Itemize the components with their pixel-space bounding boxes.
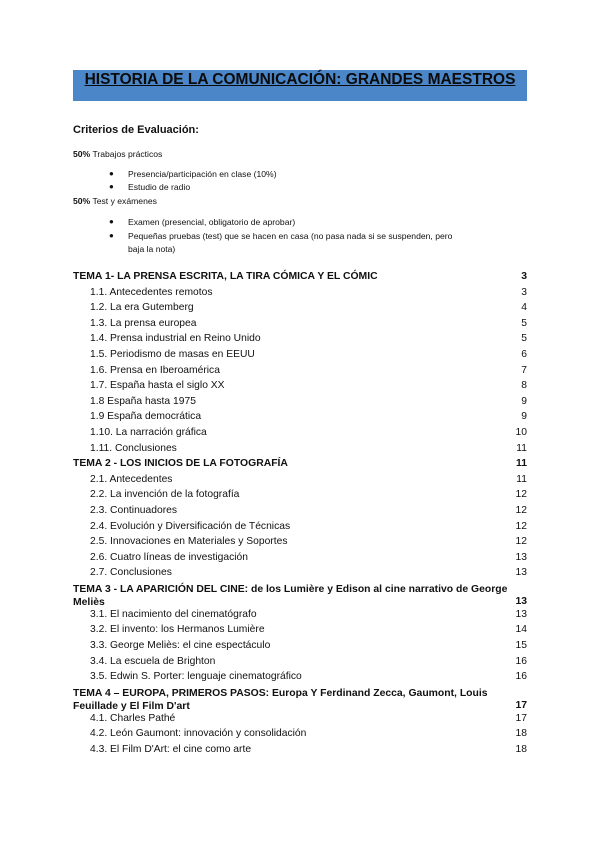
toc-entry-label: 4.3. El Film D'Art: el cine como arte xyxy=(90,744,252,756)
criteria-group-2-label: Test y exámenes xyxy=(92,196,157,206)
toc-entry-label: 4.2. León Gaumont: innovación y consolidación xyxy=(90,728,307,740)
toc-entry-label: 2.3. Continuadores xyxy=(90,504,178,516)
toc-entry-page: 11 xyxy=(516,442,527,454)
toc-entry-label: TEMA 1- LA PRENSA ESCRITA, LA TIRA CÓMICA Y EL CÓMIC xyxy=(73,271,378,282)
toc-section-entry[interactable] xyxy=(73,671,527,687)
bullet-icon: ● xyxy=(109,169,114,178)
bullet-icon: ● xyxy=(109,217,114,226)
toc-entry-page: 8 xyxy=(521,380,527,392)
toc-section-entry[interactable] xyxy=(73,333,527,349)
toc-section-entry[interactable] xyxy=(73,536,527,552)
toc-chapter-entry[interactable] xyxy=(73,583,527,609)
toc-section-entry[interactable] xyxy=(73,505,527,521)
criteria-heading: Criterios de Evaluación: xyxy=(73,124,199,136)
toc-entry-label: TEMA 4 – EUROPA, PRIMEROS PASOS: Europa Y Ferdinand Zecca, Gaumont, Louis Feuillade y El Film D'art xyxy=(73,687,488,712)
toc-section-entry[interactable] xyxy=(73,656,527,672)
toc-chapter-entry[interactable] xyxy=(73,687,527,713)
toc-entry-label: 1.8 España hasta 1975 xyxy=(90,395,196,407)
toc-entry-label: 2.4. Evolución y Diversificación de Técnicas xyxy=(90,520,291,532)
toc-section-entry[interactable] xyxy=(73,443,527,459)
criteria-item: ● Estudio de radio xyxy=(109,182,191,192)
toc-entry-label: 1.3. La prensa europea xyxy=(90,317,197,329)
toc-entry-page: 13 xyxy=(515,595,527,607)
toc-section-entry[interactable] xyxy=(73,744,527,760)
criteria-group-2 xyxy=(73,196,157,206)
toc-entry-page: 3 xyxy=(521,286,527,298)
toc-entry-label: 1.9 España democrática xyxy=(90,411,202,423)
toc-entry-label: 2.6. Cuatro líneas de investigación xyxy=(90,551,248,563)
criteria-item: ● Examen (presencial, obligatorio de aprobar) xyxy=(109,217,296,227)
toc-section-entry[interactable] xyxy=(73,728,527,744)
toc-section-entry[interactable] xyxy=(73,427,527,443)
toc-section-entry[interactable] xyxy=(73,411,527,427)
toc-entry-label: 1.7. España hasta el siglo XX xyxy=(90,380,225,392)
bullet-icon: ● xyxy=(109,231,114,240)
table-of-contents xyxy=(73,271,527,760)
toc-entry-label: 1.10. La narración gráfica xyxy=(90,426,207,438)
criteria-group-1 xyxy=(73,149,162,159)
toc-entry-page: 12 xyxy=(515,536,527,548)
toc-entry-label: 1.4. Prensa industrial en Reino Unido xyxy=(90,333,261,345)
toc-section-entry[interactable] xyxy=(73,380,527,396)
toc-chapter-entry[interactable] xyxy=(73,458,527,474)
document-title: HISTORIA DE LA COMUNICACIÓN: GRANDES MAESTROS xyxy=(84,71,516,88)
toc-entry-page: 12 xyxy=(515,489,527,501)
toc-entry-page: 13 xyxy=(515,608,527,620)
toc-entry-label: 2.1. Antecedentes xyxy=(90,473,173,485)
toc-entry-page: 13 xyxy=(515,551,527,563)
criteria-group-2-percent: 50% xyxy=(73,196,91,206)
toc-entry-page: 5 xyxy=(521,333,527,345)
toc-entry-label: 3.2. El invento: los Hermanos Lumière xyxy=(90,624,265,636)
toc-entry-page: 15 xyxy=(515,640,527,652)
toc-entry-label: 2.7. Conclusiones xyxy=(90,567,172,579)
toc-entry-page: 12 xyxy=(515,504,527,516)
toc-entry-page: 7 xyxy=(521,364,527,376)
toc-entry-label: 3.1. El nacimiento del cinematógrafo xyxy=(90,608,257,620)
toc-entry-label: 1.5. Periodismo de masas en EEUU xyxy=(90,348,255,360)
toc-section-entry[interactable] xyxy=(73,624,527,640)
toc-entry-label: 3.4. La escuela de Brighton xyxy=(90,655,216,667)
criteria-item: ● Pequeñas pruebas (test) que se hacen en casa (no pasa nada si se suspenden, pero xyxy=(109,231,453,241)
toc-entry-label: 2.2. La invención de la fotografía xyxy=(90,489,240,501)
criteria-item: ● Presencia/participación en clase (10%) xyxy=(109,169,277,179)
toc-entry-page: 16 xyxy=(515,655,527,667)
toc-chapter-entry[interactable] xyxy=(73,271,527,287)
toc-section-entry[interactable] xyxy=(73,318,527,334)
toc-section-entry[interactable] xyxy=(73,365,527,381)
toc-entry-label: 1.11. Conclusiones xyxy=(90,442,177,454)
toc-entry-label: 3.5. Edwin S. Porter: lenguaje cinematográfico xyxy=(90,671,302,683)
criteria-item-continuation: baja la nota) xyxy=(128,244,176,254)
toc-entry-page: 18 xyxy=(515,728,527,740)
toc-entry-page: 3 xyxy=(521,271,527,282)
toc-entry-page: 17 xyxy=(515,712,527,724)
toc-entry-label: 3.3. George Meliès: el cine espectáculo xyxy=(90,640,271,652)
toc-entry-label: 1.1. Antecedentes remotos xyxy=(90,286,213,298)
toc-section-entry[interactable] xyxy=(73,567,527,583)
toc-entry-page: 5 xyxy=(521,317,527,329)
toc-entry-page: 11 xyxy=(516,458,527,470)
toc-entry-page: 9 xyxy=(521,411,527,423)
toc-section-entry[interactable] xyxy=(73,396,527,412)
toc-entry-page: 16 xyxy=(515,671,527,683)
toc-section-entry[interactable] xyxy=(73,302,527,318)
toc-section-entry[interactable] xyxy=(73,474,527,490)
toc-entry-page: 12 xyxy=(515,520,527,532)
toc-entry-page: 10 xyxy=(515,426,527,438)
toc-entry-label: 1.2. La era Gutemberg xyxy=(90,302,194,314)
criteria-group-1-label: Trabajos prácticos xyxy=(92,149,163,159)
toc-entry-page: 14 xyxy=(515,624,527,636)
toc-entry-label: TEMA 3 - LA APARICIÓN DEL CINE: de los Lumière y Edison al cine narrativo de George Meliès xyxy=(73,583,508,608)
toc-section-entry[interactable] xyxy=(73,713,527,729)
toc-entry-page: 6 xyxy=(521,348,527,360)
toc-section-entry[interactable] xyxy=(73,521,527,537)
toc-entry-page: 11 xyxy=(516,473,527,485)
toc-section-entry[interactable] xyxy=(73,640,527,656)
toc-entry-label: TEMA 2 - LOS INICIOS DE LA FOTOGRAFÍA xyxy=(73,458,288,470)
toc-entry-label: 2.5. Innovaciones en Materiales y Soportes xyxy=(90,536,288,548)
criteria-group-1-percent: 50% xyxy=(73,149,91,159)
toc-section-entry[interactable] xyxy=(73,349,527,365)
toc-section-entry[interactable] xyxy=(73,552,527,568)
toc-entry-page: 13 xyxy=(515,567,527,579)
toc-entry-page: 9 xyxy=(521,395,527,407)
toc-entry-label: 4.1. Charles Pathé xyxy=(90,712,176,724)
toc-section-entry[interactable] xyxy=(73,489,527,505)
toc-entry-page: 18 xyxy=(515,744,527,756)
toc-entry-label: 1.6. Prensa en Iberoamérica xyxy=(90,364,220,376)
bullet-icon: ● xyxy=(109,182,114,191)
toc-entry-page: 4 xyxy=(521,302,527,314)
toc-section-entry[interactable] xyxy=(73,287,527,303)
toc-section-entry[interactable] xyxy=(73,609,527,625)
toc-entry-page: 17 xyxy=(515,699,527,711)
